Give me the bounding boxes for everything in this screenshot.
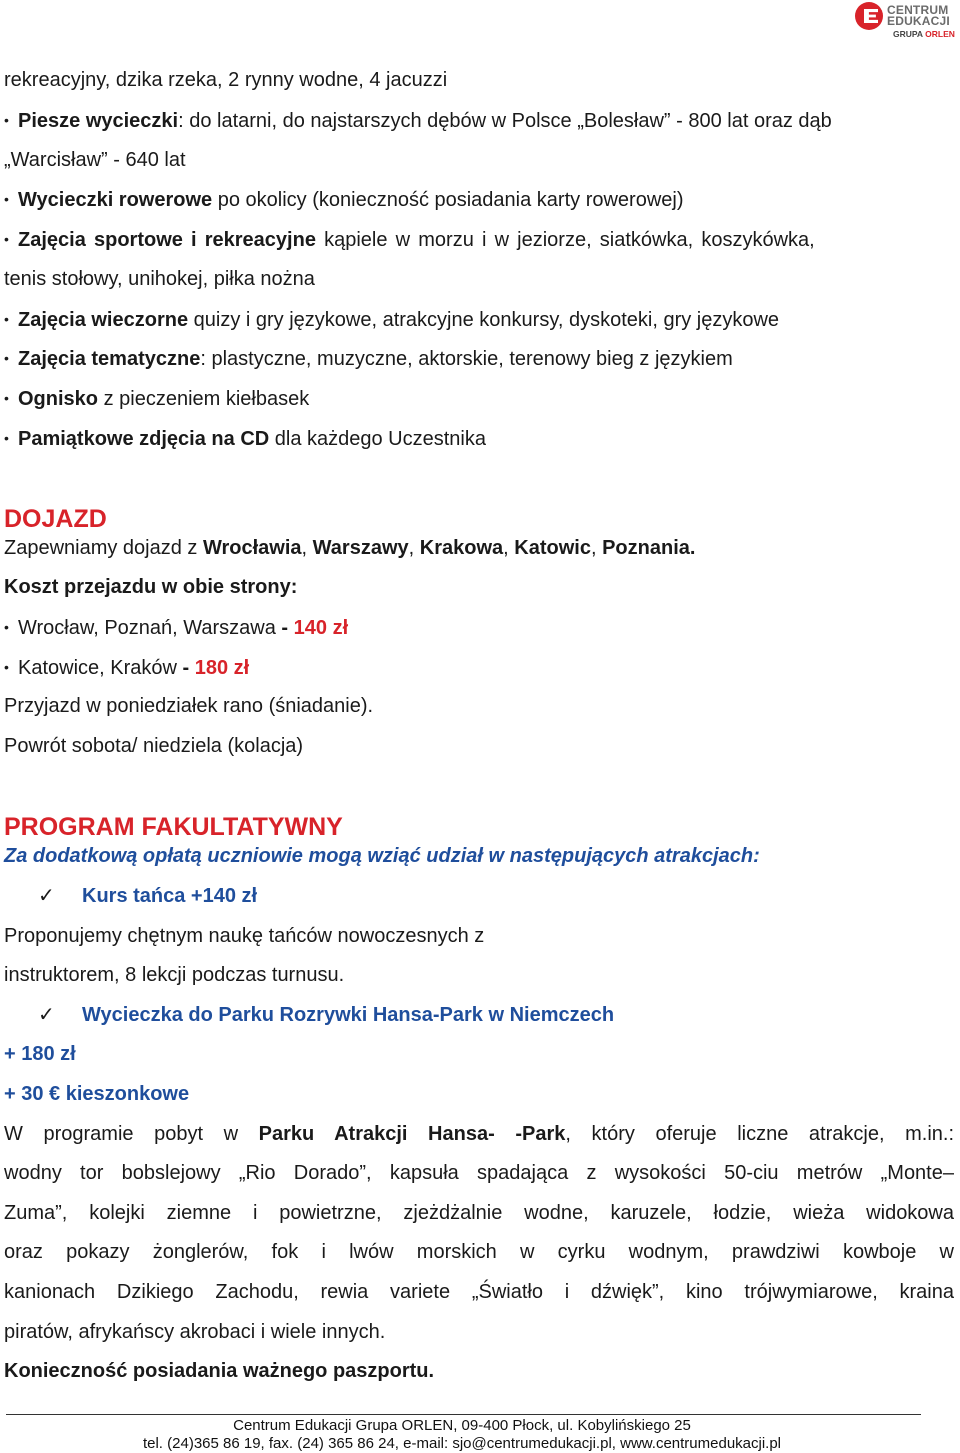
section-heading-program: PROGRAM FAKULTATYWNY xyxy=(4,813,343,841)
text-line: Zapewniamy dojazd z Wrocławia, Warszawy, Krakowa, Katowic, Poznania. xyxy=(4,537,696,559)
text-line: wodny tor bobslejowy „Rio Dorado”, kapsuła spadająca z wysokości 50-ciu metrów „Monte– xyxy=(4,1162,954,1184)
list-item: • Zajęcia sportowe i rekreacyjne kąpiele w morzu i w jeziorze, siatkówka, koszykówka, xyxy=(4,227,954,252)
list-item: • Piesze wycieczki: do latarni, do najstarszych dębów w Polsce „Bolesław” - 800 lat oraz dąb xyxy=(4,108,954,133)
list-item: • Pamiątkowe zdjęcia na CD dla każdego Uczestnika xyxy=(4,426,954,451)
cost-heading: Koszt przejazdu w obie strony: xyxy=(4,576,298,598)
text-line: kanionach Dzikiego Zachodu, rewia variete „Światło i dźwięk”, kino trójwymiarowe, kraina xyxy=(4,1281,954,1303)
text-line: oraz pokazy żonglerów, fok i lwów morskich w cyrku wodnym, prawdziwi kowboje w xyxy=(4,1241,954,1263)
list-item: • Zajęcia tematyczne: plastyczne, muzyczne, aktorskie, terenowy bieg z językiem xyxy=(4,346,954,371)
price-line: + 30 € kieszonkowe xyxy=(4,1083,190,1105)
list-item: • Wrocław, Poznań, Warszawa - 140 zł xyxy=(4,615,954,640)
list-item: • Ognisko z pieczeniem kiełbasek xyxy=(4,386,954,411)
footer-contact: tel. (24)365 86 19, fax. (24) 365 86 24, e-mail: sjo@centrumedukacji.pl, www.centrumedukacji.pl xyxy=(142,1435,782,1452)
text-line: piratów, afrykańscy akrobaci i wiele innych. xyxy=(4,1321,386,1343)
list-item: • Zajęcia wieczorne quizy i gry językowe, atrakcyjne konkursy, dyskoteki, gry językowe xyxy=(4,307,954,332)
text-line: „Warcisław” - 640 lat xyxy=(4,149,186,171)
text-line: Zuma”, kolejki ziemne i powietrzne, zjeżdżalnie wodne, karuzele, łodzie, wieża widokowa xyxy=(4,1202,954,1224)
text-line: W programie pobyt w Parku Atrakcji Hansa- -Park, który oferuje liczne atrakcje, m.in.: xyxy=(4,1123,954,1145)
text-line: rekreacyjny, dzika rzeka, 2 rynny wodne, 4 jacuzzi xyxy=(4,69,448,91)
price-line: + 180 zł xyxy=(4,1043,76,1065)
footer-address: Centrum Edukacji Grupa ORLEN, 09-400 Płock, ul. Kobylińskiego 25 xyxy=(233,1417,691,1434)
section-heading-dojazd: DOJAZD xyxy=(4,505,107,533)
list-item: • Katowice, Kraków - 180 zł xyxy=(4,655,954,680)
checkmark-icon: ✓ xyxy=(38,885,55,907)
list-item: ✓ Wycieczka do Parku Rozrywki Hansa-Park w Niemczech xyxy=(4,1003,954,1027)
logo-e-icon xyxy=(855,2,883,30)
logo-text-line2: EDUKACJI xyxy=(887,14,950,28)
text-line: instruktorem, 8 lekcji podczas turnusu. xyxy=(4,964,345,986)
text-line: Proponujemy chętnym naukę tańców nowoczesnych z xyxy=(4,925,485,947)
footer-divider xyxy=(6,1414,921,1415)
logo-text-line3: GRUPA ORLEN xyxy=(893,29,955,39)
list-item: • Wycieczki rowerowe po okolicy (konieczność posiadania karty rowerowej) xyxy=(4,187,954,212)
program-subheading: Za dodatkową opłatą uczniowie mogą wziąć udział w następujących atrakcjach: xyxy=(4,845,760,867)
text-line: Przyjazd w poniedziałek rano (śniadanie). xyxy=(4,695,374,717)
list-item: ✓ Kurs tańca +140 zł xyxy=(4,884,954,908)
company-logo xyxy=(855,2,957,42)
checkmark-icon: ✓ xyxy=(38,1004,55,1026)
text-line: tenis stołowy, unihokej, piłka nożna xyxy=(4,268,315,290)
logo-text-line1: CENTRUM xyxy=(887,3,949,17)
text-line: Powrót sobota/ niedziela (kolacja) xyxy=(4,735,304,757)
passport-note: Konieczność posiadania ważnego paszportu. xyxy=(4,1360,435,1382)
